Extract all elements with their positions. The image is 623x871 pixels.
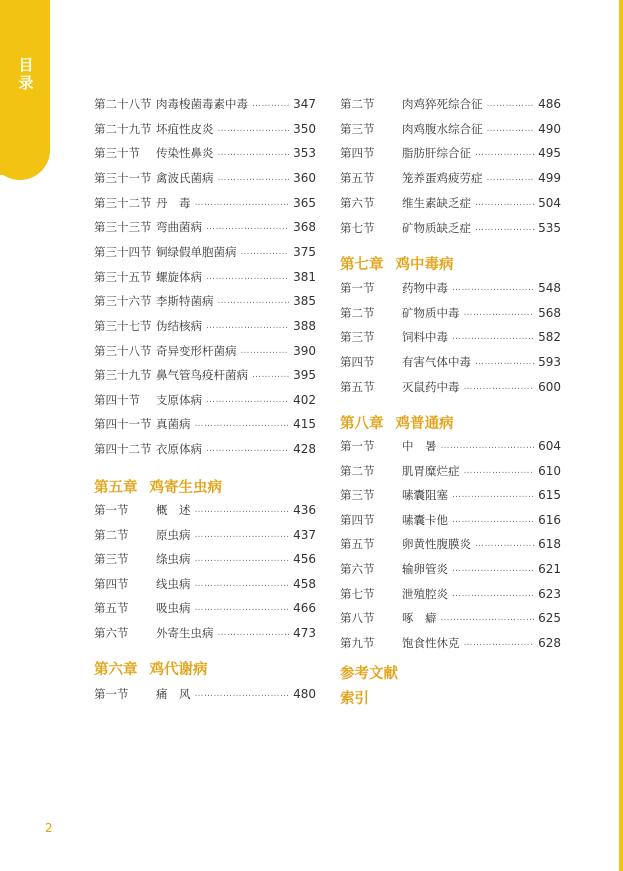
leader-dots <box>452 561 534 577</box>
section-title: 矿物质中毒 <box>402 305 460 320</box>
section-title: 线虫病 <box>156 576 191 591</box>
chapter-heading-6[interactable] <box>94 658 208 679</box>
section-title: 螺旋体病 <box>156 269 202 284</box>
section-number: 第二节 <box>94 527 129 542</box>
section-number: 第五节 <box>340 171 375 186</box>
page-ref: 604 <box>538 439 561 453</box>
page-ref: 458 <box>293 576 316 591</box>
leader-dots <box>218 121 290 137</box>
page-ref: 593 <box>538 355 561 370</box>
page-ref: 625 <box>538 611 561 626</box>
chapter-number: 第六章 <box>94 662 138 678</box>
page-number: 2 <box>45 821 53 835</box>
section-number: 第六节 <box>340 562 375 576</box>
section-title: 铜绿假单胞菌病 <box>156 244 237 259</box>
section-title: 卵黄性腹膜炎 <box>402 537 471 552</box>
leader-dots <box>464 635 535 651</box>
section-title: 坏疽性皮炎 <box>156 121 214 136</box>
page-ref: 618 <box>538 537 561 552</box>
leader-dots <box>206 269 289 285</box>
leader-dots <box>218 625 290 641</box>
section-title: 输卵管炎 <box>402 562 448 576</box>
leader-dots <box>252 367 289 383</box>
section-number: 第七节 <box>340 586 375 601</box>
section-title: 真菌病 <box>156 417 191 432</box>
section-title: 嗉囊阻塞 <box>402 488 448 503</box>
toc-entry[interactable] <box>94 219 316 235</box>
section-number: 第七节 <box>340 220 375 235</box>
page-ref: 535 <box>538 220 561 235</box>
leader-dots <box>452 280 534 296</box>
leader-dots <box>195 600 290 616</box>
leader-dots <box>452 512 534 528</box>
toc-entry[interactable] <box>94 686 316 702</box>
leader-dots <box>195 527 290 543</box>
page-ref: 621 <box>538 562 561 576</box>
section-number: 第八节 <box>340 611 375 626</box>
leader-dots <box>475 145 534 161</box>
toc-entry[interactable] <box>340 220 561 236</box>
toc-entry[interactable] <box>340 610 561 626</box>
page-ref: 456 <box>293 552 316 567</box>
toc-entry[interactable] <box>340 329 561 345</box>
toc-entry[interactable] <box>94 293 316 309</box>
leader-dots <box>452 329 534 345</box>
page-ref: 504 <box>538 195 561 210</box>
chapter-heading-8[interactable] <box>340 412 454 433</box>
page-ref: 568 <box>538 305 561 320</box>
section-title: 支原体病 <box>156 392 202 407</box>
section-title: 李斯特菌病 <box>156 294 214 309</box>
section-number: 第三节 <box>94 552 129 567</box>
page-ref: 582 <box>538 330 561 345</box>
page-ref: 616 <box>538 512 561 527</box>
toc-entry[interactable] <box>340 280 561 296</box>
leader-dots <box>475 195 534 211</box>
leader-dots <box>206 441 289 457</box>
section-number: 第二十九节 <box>94 121 152 136</box>
section-title: 外寄生虫病 <box>156 626 214 640</box>
side-tab-curve <box>0 140 52 190</box>
section-title: 中 暑 <box>402 439 437 453</box>
references-heading[interactable]: 参考文献 <box>340 666 398 682</box>
page-ref: 473 <box>293 626 316 640</box>
toc-entry[interactable] <box>340 586 561 602</box>
page-ref: 381 <box>293 269 316 284</box>
page-ref: 499 <box>538 171 561 186</box>
section-title: 有害气体中毒 <box>402 355 471 370</box>
toc-entry[interactable] <box>94 145 316 161</box>
toc-entry[interactable] <box>340 379 561 395</box>
section-number: 第三节 <box>340 488 375 503</box>
section-number: 第九节 <box>340 635 375 650</box>
page-ref: 466 <box>293 601 316 616</box>
section-number: 第六节 <box>94 626 129 640</box>
section-number: 第三十八节 <box>94 343 152 358</box>
section-title: 传染性鼻炎 <box>156 146 214 161</box>
toc-entry[interactable] <box>94 392 316 408</box>
leader-dots <box>252 96 289 112</box>
leader-dots <box>464 305 535 321</box>
section-title: 饱食性休克 <box>402 635 460 650</box>
section-number: 第五节 <box>340 379 375 394</box>
page-ref: 437 <box>293 527 316 542</box>
leader-dots <box>475 220 534 236</box>
section-title: 衣原体病 <box>156 442 202 457</box>
section-number: 第二节 <box>340 97 375 111</box>
index-heading[interactable]: 索引 <box>340 691 369 707</box>
page-ref: 610 <box>538 463 561 478</box>
leader-dots <box>487 96 535 112</box>
section-number: 第三十三节 <box>94 220 152 235</box>
leader-dots <box>464 379 535 395</box>
leader-dots <box>195 576 290 592</box>
section-title: 痛 风 <box>156 687 191 701</box>
section-title: 鼻气管鸟疫杆菌病 <box>156 368 248 383</box>
toc-entry[interactable] <box>94 318 316 334</box>
toc-entry[interactable] <box>94 576 316 592</box>
section-number: 第二十八节 <box>94 97 152 111</box>
leader-dots <box>464 463 535 479</box>
section-number: 第四节 <box>340 355 375 370</box>
chapter-title: 鸡寄生虫病 <box>149 480 222 496</box>
page-ref: 347 <box>293 97 316 111</box>
leader-dots <box>452 487 534 503</box>
page-ref: 390 <box>293 343 316 358</box>
leader-dots <box>195 195 290 211</box>
page-ref: 548 <box>538 281 561 295</box>
leader-dots <box>475 536 534 552</box>
section-number: 第三节 <box>340 330 375 345</box>
section-title: 绦虫病 <box>156 552 191 567</box>
section-number: 第三十一节 <box>94 170 152 185</box>
page-ref: 415 <box>293 417 316 432</box>
leader-dots <box>441 610 535 626</box>
toc-entry[interactable] <box>94 527 316 543</box>
page-ref: 350 <box>293 121 316 136</box>
section-title: 泄殖腔炎 <box>402 586 448 601</box>
toc-entry[interactable] <box>340 561 561 577</box>
section-title: 奇异变形杆菌病 <box>156 343 237 358</box>
section-number: 第三十九节 <box>94 368 152 383</box>
toc-entry[interactable] <box>94 367 316 383</box>
page-ref: 395 <box>293 368 316 383</box>
section-number: 第三十四节 <box>94 244 152 259</box>
section-number: 第三十五节 <box>94 269 152 284</box>
page-ref: 368 <box>293 220 316 235</box>
section-number: 第四节 <box>340 146 375 161</box>
leader-dots <box>195 416 290 432</box>
page-ref: 353 <box>293 146 316 161</box>
section-title: 肉鸡腹水综合征 <box>402 121 483 136</box>
toc-entry[interactable] <box>94 625 316 641</box>
section-number: 第一节 <box>94 503 129 517</box>
toc-entry[interactable] <box>340 170 561 186</box>
section-number: 第六节 <box>340 195 375 210</box>
section-title: 概 述 <box>156 503 191 517</box>
leader-dots <box>218 293 290 309</box>
leader-dots <box>206 318 289 334</box>
page-ref: 490 <box>538 121 561 136</box>
section-number: 第一节 <box>340 281 375 295</box>
leader-dots <box>195 686 290 702</box>
section-title: 弯曲菌病 <box>156 220 202 235</box>
toc-entry[interactable] <box>340 305 561 321</box>
section-title: 维生素缺乏症 <box>402 195 471 210</box>
section-title: 灭鼠药中毒 <box>402 379 460 394</box>
leader-dots <box>441 438 535 454</box>
page-ref: 402 <box>293 392 316 407</box>
chapter-title: 鸡代谢病 <box>149 662 208 678</box>
toc-entry[interactable] <box>94 502 316 518</box>
section-title: 肉毒梭菌毒素中毒 <box>156 97 248 111</box>
section-title: 饲料中毒 <box>402 330 448 345</box>
section-number: 第一节 <box>340 439 375 453</box>
toc-entry[interactable] <box>94 269 316 285</box>
toc-entry[interactable] <box>340 635 561 651</box>
page-ref: 365 <box>293 195 316 210</box>
toc-entry[interactable] <box>94 96 316 112</box>
section-title: 伪结核病 <box>156 318 202 333</box>
page-ref: 600 <box>538 379 561 394</box>
section-title: 禽波氏菌病 <box>156 170 214 185</box>
section-number: 第四十一节 <box>94 417 152 432</box>
leader-dots <box>475 354 534 370</box>
toc-entry[interactable] <box>340 96 561 112</box>
section-title: 嗉囊卡他 <box>402 512 448 527</box>
toc-tab-label: 目录 <box>18 56 34 92</box>
page-ref: 428 <box>293 442 316 457</box>
section-title: 丹 毒 <box>156 195 191 210</box>
page-edge-bar <box>619 0 623 871</box>
leader-dots <box>195 502 290 518</box>
toc-entry[interactable] <box>340 536 561 552</box>
section-number: 第三十七节 <box>94 318 152 333</box>
toc-entry[interactable] <box>94 121 316 137</box>
toc-entry[interactable] <box>94 551 316 567</box>
toc-entry[interactable] <box>340 487 561 503</box>
toc-entry[interactable] <box>94 244 316 260</box>
page-ref: 495 <box>538 146 561 161</box>
section-number: 第四节 <box>340 512 375 527</box>
leader-dots <box>218 145 290 161</box>
leader-dots <box>218 170 290 186</box>
section-title: 肌胃糜烂症 <box>402 463 460 478</box>
toc-entry[interactable] <box>94 195 316 211</box>
page-ref: 360 <box>293 170 316 185</box>
chapter-title: 鸡中毒病 <box>395 257 454 273</box>
chapter-heading-7[interactable] <box>340 253 454 274</box>
section-title: 笼养蛋鸡疲劳症 <box>402 171 483 186</box>
section-number: 第四十节 <box>94 392 140 407</box>
section-title: 肉鸡猝死综合征 <box>402 97 483 111</box>
chapter-number: 第八章 <box>340 416 384 432</box>
toc-entry[interactable] <box>340 463 561 479</box>
section-title: 药物中毒 <box>402 281 448 295</box>
chapter-number: 第五章 <box>94 480 138 496</box>
page-ref: 385 <box>293 294 316 309</box>
toc-entry[interactable] <box>94 441 316 457</box>
section-number: 第二节 <box>340 305 375 320</box>
toc-entry[interactable] <box>94 170 316 186</box>
section-title: 原虫病 <box>156 527 191 542</box>
page-ref: 615 <box>538 488 561 503</box>
page-ref: 388 <box>293 318 316 333</box>
section-number: 第三节 <box>340 121 375 136</box>
section-number: 第三十六节 <box>94 294 152 309</box>
section-number: 第三十节 <box>94 146 140 161</box>
page-ref: 375 <box>293 244 316 259</box>
page-ref: 628 <box>538 635 561 650</box>
leader-dots <box>206 219 289 235</box>
leader-dots <box>487 170 535 186</box>
section-number: 第四节 <box>94 576 129 591</box>
chapter-heading-5[interactable] <box>94 476 222 497</box>
toc-entry[interactable] <box>340 512 561 528</box>
toc-entry[interactable] <box>340 145 561 161</box>
section-title: 吸虫病 <box>156 601 191 616</box>
page-ref: 486 <box>538 97 561 111</box>
chapter-number: 第七章 <box>340 257 384 273</box>
section-title: 矿物质缺乏症 <box>402 220 471 235</box>
section-number: 第二节 <box>340 463 375 478</box>
toc-entry[interactable] <box>94 416 316 432</box>
page-ref: 623 <box>538 586 561 601</box>
section-number: 第三十二节 <box>94 195 152 210</box>
toc-entry[interactable] <box>94 343 316 359</box>
section-number: 第五节 <box>94 601 129 616</box>
leader-dots <box>487 121 535 137</box>
section-number: 第一节 <box>94 687 129 701</box>
chapter-title: 鸡普通病 <box>395 416 454 432</box>
toc-entry[interactable] <box>340 354 561 370</box>
page-ref: 480 <box>293 687 316 701</box>
toc-entry[interactable] <box>340 195 561 211</box>
leader-dots <box>452 586 534 602</box>
section-title: 啄 癖 <box>402 611 437 626</box>
section-number: 第四十二节 <box>94 442 152 457</box>
toc-entry[interactable] <box>94 600 316 616</box>
page-ref: 436 <box>293 503 316 517</box>
leader-dots <box>206 392 289 408</box>
leader-dots <box>195 551 290 567</box>
section-number: 第五节 <box>340 537 375 552</box>
toc-entry[interactable] <box>340 438 561 454</box>
toc-entry[interactable] <box>340 121 561 137</box>
section-title: 脂肪肝综合征 <box>402 146 471 161</box>
leader-dots <box>241 244 290 260</box>
leader-dots <box>241 343 290 359</box>
